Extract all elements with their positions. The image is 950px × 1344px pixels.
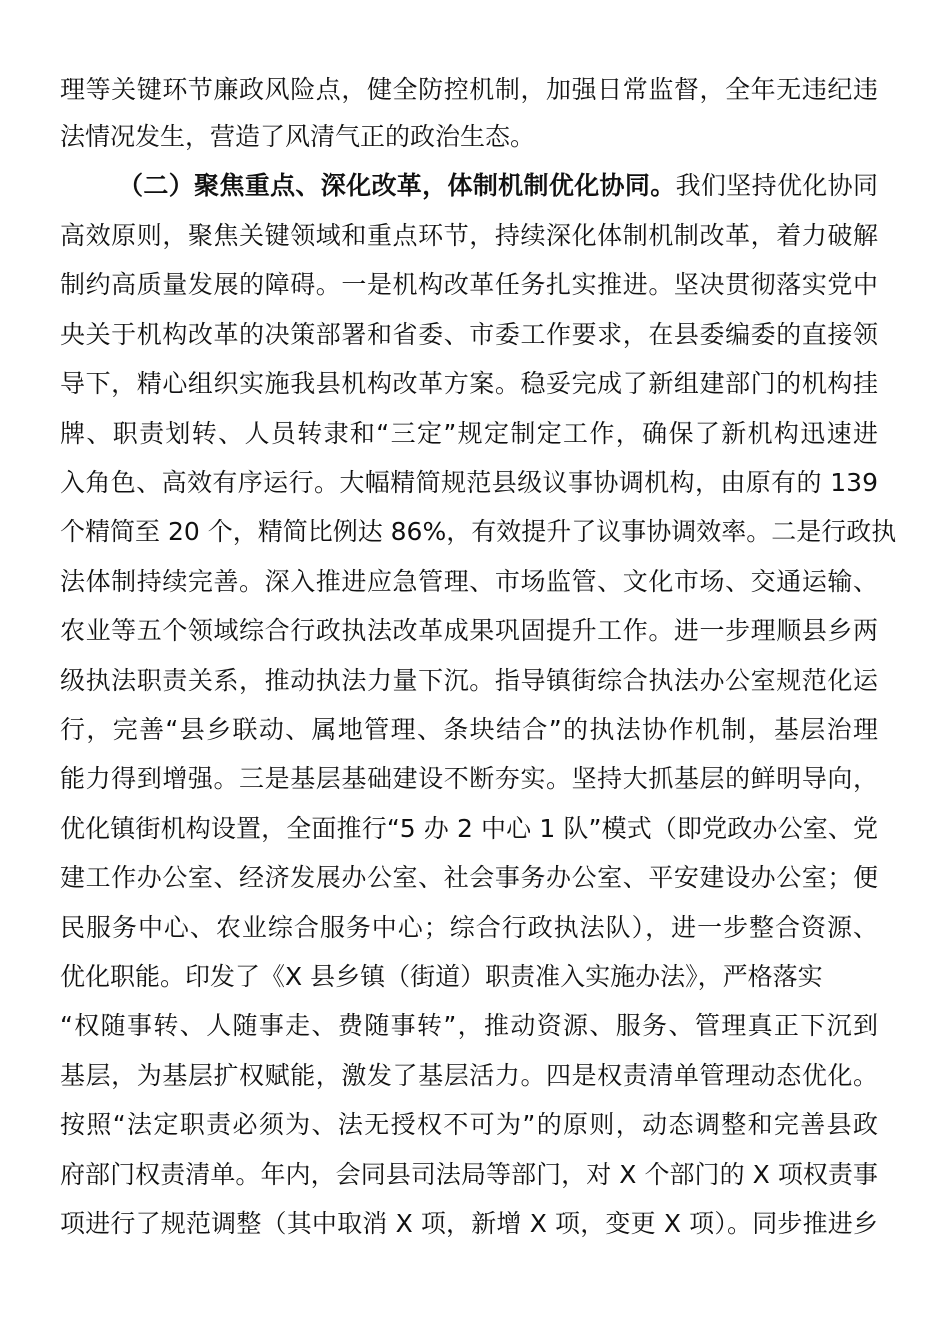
text-line: 个精简至 20 个，精简比例达 86%，有效提升了议事协调效率。二是行政执 [60, 517, 897, 546]
text-line: 优化职能。印发了《X 县乡镇（街道）职责准入实施办法》，严格落实 [60, 962, 823, 991]
text-line: 入角色、高效有序运行。大幅精简规范县级议事协调机构，由原有的 139 [60, 468, 878, 497]
section-heading-line [118, 171, 878, 201]
text-line: 牌、职责划转、人员转隶和“三定”规定制定工作，确保了新机构迅速进 [60, 419, 878, 448]
text-line: 基层，为基层扩权赋能，激发了基层活力。四是权责清单管理动态优化。 [60, 1061, 878, 1090]
text-line: 制约高质量发展的障碍。一是机构改革任务扎实推进。坚决贯彻落实党中 [60, 270, 878, 299]
text-line: 建工作办公室、经济发展办公室、社会事务办公室、平安建设办公室；便 [60, 863, 878, 892]
text-line: 民服务中心、农业综合服务中心；综合行政执法队），进一步整合资源、 [60, 913, 878, 942]
text-line: 行，完善“县乡联动、属地管理、条块结合”的执法协作机制，基层治理 [60, 715, 878, 744]
text-line: 法体制持续完善。深入推进应急管理、市场监管、文化市场、交通运输、 [60, 567, 878, 596]
text-line: 导下，精心组织实施我县机构改革方案。稳妥完成了新组建部门的机构挂 [60, 369, 878, 398]
text-line: 项进行了规范调整（其中取消 X 项，新增 X 项，变更 X 项）。同步推进乡 [60, 1209, 878, 1238]
text-line: 高效原则，聚焦关键领域和重点环节，持续深化体制机制改革，着力破解 [60, 221, 878, 250]
text-line: 农业等五个领域综合行政执法改革成果巩固提升工作。进一步理顺县乡两 [60, 616, 878, 645]
text-line: 优化镇街机构设置，全面推行“5 办 2 中心 1 队”模式（即党政办公室、党 [60, 814, 878, 843]
text-line: 按照“法定职责必须为、法无授权不可为”的原则，动态调整和完善县政 [60, 1110, 878, 1139]
text-line: 级执法职责关系，推动执法力量下沉。指导镇街综合执法办公室规范化运 [60, 666, 878, 695]
text-line: “权随事转、人随事走、费随事转”，推动资源、服务、管理真正下沉到 [60, 1011, 878, 1040]
section-heading-rest: 我们坚持优化协同 [675, 171, 878, 200]
text-line: 法情况发生，营造了风清气正的政治生态。 [60, 122, 536, 151]
text-line: 能力得到增强。三是基层基础建设不断夯实。坚持大抓基层的鲜明导向， [60, 764, 878, 793]
text-line: 央关于机构改革的决策部署和省委、市委工作要求，在县委编委的直接领 [60, 320, 878, 349]
section-heading: （二）聚焦重点、深化改革，体制机制优化协同。 [118, 171, 676, 200]
text-line: 府部门权责清单。年内，会同县司法局等部门，对 X 个部门的 X 项权责事 [60, 1160, 878, 1189]
text-line: 理等关键环节廉政风险点，健全防控机制，加强日常监督，全年无违纪违 [60, 75, 878, 104]
